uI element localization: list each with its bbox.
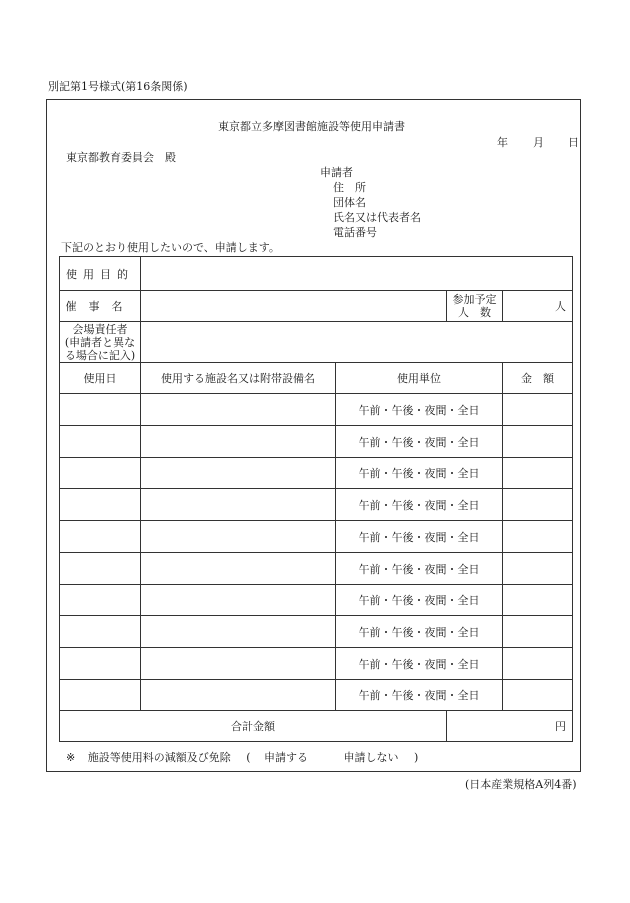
table-row bbox=[60, 489, 573, 521]
usage-unit-cell[interactable]: 午前・午後・夜間・全日 bbox=[336, 394, 503, 426]
header-usage-date: 使用日 bbox=[60, 363, 141, 394]
facility-name-cell[interactable] bbox=[141, 648, 336, 680]
applicant-heading: 申請者 bbox=[320, 166, 353, 179]
amount-cell[interactable] bbox=[503, 616, 573, 648]
facility-name-cell[interactable] bbox=[141, 616, 336, 648]
usage-date-cell[interactable] bbox=[60, 553, 141, 585]
amount-cell[interactable] bbox=[503, 489, 573, 521]
table-row bbox=[60, 616, 573, 648]
manager-label-line3: る場合に記入) bbox=[64, 348, 136, 362]
amount-cell[interactable] bbox=[503, 458, 573, 489]
total-amount[interactable] bbox=[447, 711, 573, 742]
purpose-label: 使用目的 bbox=[60, 257, 141, 291]
applicant-address-label: 住 所 bbox=[333, 181, 366, 194]
table-row bbox=[60, 585, 573, 616]
note-mark: ※ bbox=[66, 751, 76, 764]
applicant-phone-label: 電話番号 bbox=[333, 226, 377, 239]
table-row bbox=[60, 553, 573, 585]
total-label: 合計金額 bbox=[60, 711, 447, 742]
manager-label-line2: (申請者と異な bbox=[64, 335, 136, 349]
manager-label bbox=[60, 322, 141, 363]
participants-label-line1: 参加予定 bbox=[452, 293, 497, 306]
close-paren: ) bbox=[414, 751, 419, 764]
usage-unit-cell[interactable]: 午前・午後・夜間・全日 bbox=[336, 489, 503, 521]
header-usage-unit: 使用単位 bbox=[336, 363, 503, 394]
date-day[interactable]: 日 bbox=[568, 136, 579, 149]
manager-label-line1: 会場責任者 bbox=[72, 322, 128, 336]
open-paren: ( bbox=[246, 751, 251, 764]
amount-cell[interactable] bbox=[503, 648, 573, 680]
usage-unit-cell[interactable]: 午前・午後・夜間・全日 bbox=[336, 458, 503, 489]
usage-unit-cell[interactable]: 午前・午後・夜間・全日 bbox=[336, 616, 503, 648]
amount-cell[interactable] bbox=[503, 680, 573, 711]
manager-row bbox=[60, 322, 573, 363]
form-title: 東京都立多摩図書館施設等使用申請書 bbox=[218, 120, 405, 133]
form-label: 別記第1号様式(第16条関係) bbox=[48, 80, 188, 93]
usage-date-cell[interactable] bbox=[60, 585, 141, 616]
event-name-label: 催事名 bbox=[60, 291, 141, 322]
applicant-name-label: 氏名又は代表者名 bbox=[333, 211, 421, 224]
table-row bbox=[60, 521, 573, 553]
option-not-apply[interactable]: 申請しない bbox=[343, 751, 399, 764]
total-row bbox=[60, 711, 573, 742]
table-row bbox=[60, 426, 573, 458]
header-facility-name: 使用する施設名又は附帯設備名 bbox=[141, 363, 336, 394]
participants-unit: 人 bbox=[555, 300, 566, 313]
date-month[interactable]: 月 bbox=[533, 136, 544, 149]
application-table bbox=[59, 256, 573, 742]
event-name-input[interactable] bbox=[141, 291, 447, 322]
amount-cell[interactable] bbox=[503, 394, 573, 426]
usage-unit-cell[interactable]: 午前・午後・夜間・全日 bbox=[336, 585, 503, 616]
facility-name-cell[interactable] bbox=[141, 489, 336, 521]
usage-unit-cell[interactable]: 午前・午後・夜間・全日 bbox=[336, 648, 503, 680]
table-header-row bbox=[60, 363, 573, 394]
purpose-row bbox=[60, 257, 573, 291]
facility-name-cell[interactable] bbox=[141, 680, 336, 711]
reduction-label: 施設等使用料の減額及び免除 bbox=[87, 751, 231, 764]
table-row bbox=[60, 648, 573, 680]
usage-date-cell[interactable] bbox=[60, 680, 141, 711]
usage-date-cell[interactable] bbox=[60, 616, 141, 648]
usage-date-cell[interactable] bbox=[60, 521, 141, 553]
intro-text: 下記のとおり使用したいので、申請します。 bbox=[61, 241, 280, 254]
usage-unit-cell[interactable]: 午前・午後・夜間・全日 bbox=[336, 426, 503, 458]
facility-name-cell[interactable] bbox=[141, 394, 336, 426]
table-row bbox=[60, 680, 573, 711]
participants-label bbox=[447, 291, 503, 322]
amount-cell[interactable] bbox=[503, 426, 573, 458]
manager-input[interactable] bbox=[141, 322, 573, 363]
usage-date-cell[interactable] bbox=[60, 426, 141, 458]
header-amount: 金 額 bbox=[503, 363, 573, 394]
amount-cell[interactable] bbox=[503, 521, 573, 553]
option-apply[interactable]: 申請する bbox=[264, 751, 309, 764]
event-row bbox=[60, 291, 573, 322]
usage-unit-cell[interactable]: 午前・午後・夜間・全日 bbox=[336, 521, 503, 553]
table-row bbox=[60, 394, 573, 426]
usage-date-cell[interactable] bbox=[60, 489, 141, 521]
usage-unit-cell[interactable]: 午前・午後・夜間・全日 bbox=[336, 680, 503, 711]
usage-date-cell[interactable] bbox=[60, 394, 141, 426]
amount-cell[interactable] bbox=[503, 585, 573, 616]
participants-input[interactable] bbox=[503, 291, 573, 322]
applicant-organization-label: 団体名 bbox=[333, 196, 366, 209]
facility-name-cell[interactable] bbox=[141, 521, 336, 553]
total-unit: 円 bbox=[555, 720, 566, 733]
table-row bbox=[60, 458, 573, 489]
usage-unit-cell[interactable]: 午前・午後・夜間・全日 bbox=[336, 553, 503, 585]
usage-date-cell[interactable] bbox=[60, 648, 141, 680]
reduction-line bbox=[66, 752, 418, 763]
facility-name-cell[interactable] bbox=[141, 585, 336, 616]
paper-size-note: (日本産業規格A列4番) bbox=[465, 778, 577, 791]
facility-name-cell[interactable] bbox=[141, 553, 336, 585]
date-year[interactable]: 年 bbox=[497, 136, 508, 149]
amount-cell[interactable] bbox=[503, 553, 573, 585]
purpose-input[interactable] bbox=[141, 257, 573, 291]
facility-name-cell[interactable] bbox=[141, 426, 336, 458]
participants-label-line2: 人 数 bbox=[458, 306, 491, 319]
addressee: 東京都教育委員会 殿 bbox=[66, 151, 176, 164]
usage-date-cell[interactable] bbox=[60, 458, 141, 489]
facility-name-cell[interactable] bbox=[141, 458, 336, 489]
